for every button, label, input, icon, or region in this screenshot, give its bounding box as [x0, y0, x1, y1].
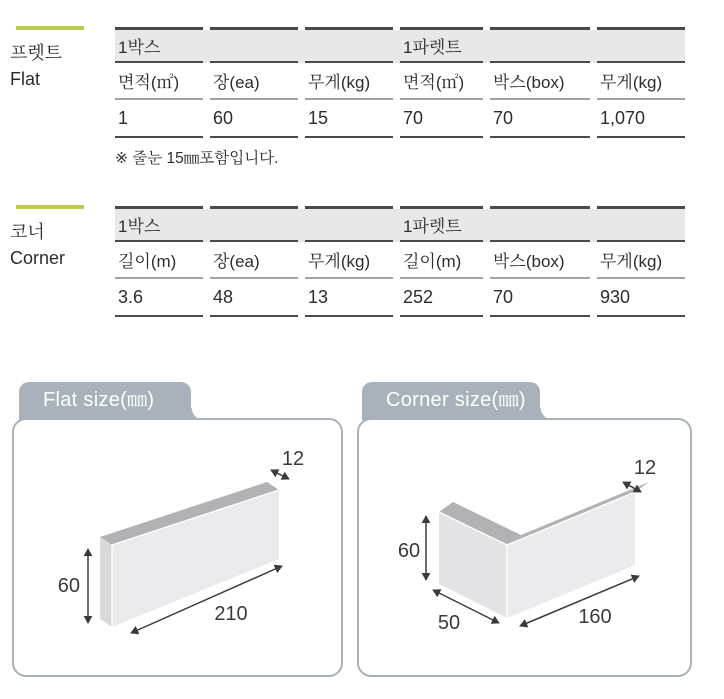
section-title-ko: 코너 [10, 222, 45, 242]
accent-line [16, 205, 84, 209]
diagram-panel [357, 418, 692, 677]
table-row [115, 100, 685, 138]
value-cell: 3.6 [115, 279, 203, 317]
brick-side-face [100, 537, 112, 627]
value-cell: 1,070 [597, 100, 685, 138]
table-row [115, 63, 685, 100]
column-header-cell: 장(ea) [210, 242, 298, 279]
group-header-cell [597, 206, 685, 242]
flat-size-diagram [12, 382, 343, 679]
diagram-tab-title: Corner size(㎜) [362, 382, 540, 420]
flat-table-footnote: ※ 줄눈 15㎜포함입니다. [115, 150, 279, 167]
section-label-flat [10, 24, 110, 92]
group-header-cell [490, 27, 590, 63]
table-row [115, 242, 685, 279]
group-header-cell: 1박스 [115, 206, 203, 242]
diagram-panel [12, 418, 343, 677]
dimension-label-depth: 50 [437, 612, 461, 634]
section-title-en: Corner [10, 248, 66, 268]
column-header-cell: 박스(box) [490, 63, 590, 100]
table-row [115, 27, 685, 63]
dimension-label-height: 60 [57, 575, 80, 597]
column-header-cell: 박스(box) [490, 242, 590, 279]
thickness-dimension-arrow [271, 470, 289, 479]
column-header-cell: 면적(㎡) [115, 63, 203, 100]
value-cell: 13 [305, 279, 393, 317]
corner-spec-table [108, 206, 692, 317]
section-label-corner [10, 203, 110, 271]
value-cell: 252 [400, 279, 483, 317]
column-header-cell: 무게(kg) [597, 63, 685, 100]
group-header-cell [210, 27, 298, 63]
value-cell: 70 [490, 279, 590, 317]
column-header-cell: 면적(㎡) [400, 63, 483, 100]
column-header-cell: 길이(m) [115, 242, 203, 279]
value-cell: 1 [115, 100, 203, 138]
group-header-cell: 1파렛트 [400, 27, 483, 63]
section-title-en: Flat [10, 69, 41, 89]
corner-brick-illustration [359, 420, 690, 675]
value-cell: 60 [210, 100, 298, 138]
column-header-cell: 무게(kg) [597, 242, 685, 279]
dimension-label-thickness: 12 [633, 457, 657, 479]
group-header-cell: 1파렛트 [400, 206, 483, 242]
tab-fillet [191, 408, 203, 420]
corner-size-diagram [357, 382, 692, 679]
value-cell: 930 [597, 279, 685, 317]
value-cell: 70 [490, 100, 590, 138]
group-header-cell [305, 27, 393, 63]
tab-fillet [540, 408, 552, 420]
table-row [115, 279, 685, 317]
group-header-cell: 1박스 [115, 27, 203, 63]
group-header-cell [490, 206, 590, 242]
column-header-cell: 무게(kg) [305, 242, 393, 279]
flat-spec-table [108, 27, 692, 138]
group-header-cell [597, 27, 685, 63]
table-row [115, 206, 685, 242]
dimension-label-length: 160 [578, 606, 612, 628]
flat-brick-illustration [14, 420, 341, 675]
corner-brick-right-front-face [507, 492, 635, 618]
section-title-ko: 프렛트 [10, 43, 63, 63]
accent-line [16, 26, 84, 30]
group-header-cell [305, 206, 393, 242]
value-cell: 70 [400, 100, 483, 138]
dimension-label-thickness: 12 [281, 448, 305, 470]
group-header-cell [210, 206, 298, 242]
dimension-label-height: 60 [397, 540, 421, 562]
dimension-label-length: 210 [214, 603, 248, 625]
column-header-cell: 길이(m) [400, 242, 483, 279]
column-header-cell: 장(ea) [210, 63, 298, 100]
diagram-tab-title: Flat size(㎜) [19, 382, 191, 420]
value-cell: 48 [210, 279, 298, 317]
value-cell: 15 [305, 100, 393, 138]
column-header-cell: 무게(kg) [305, 63, 393, 100]
